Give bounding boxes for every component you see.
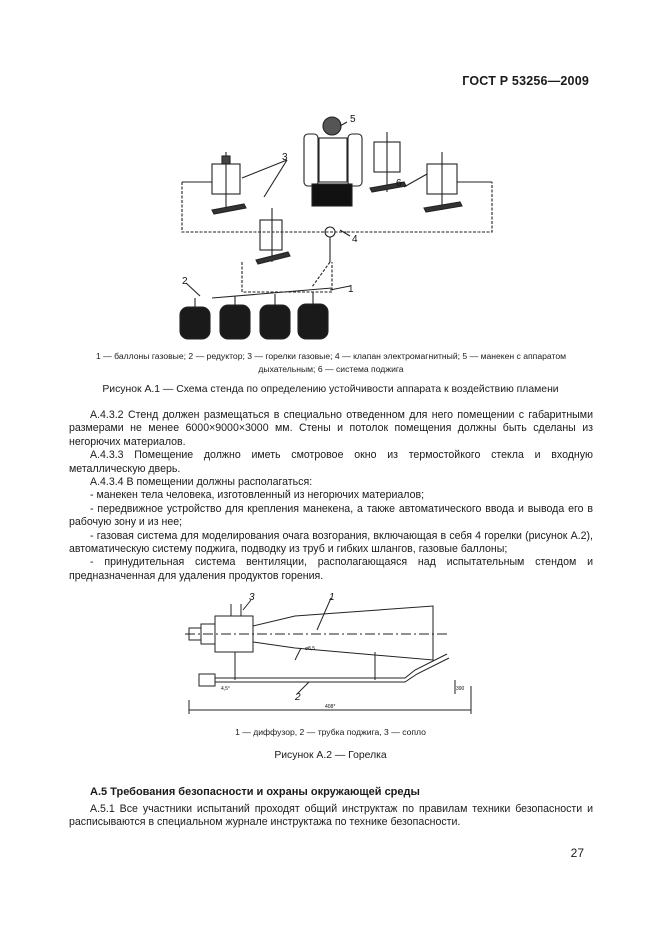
page-number: 27 — [570, 846, 584, 860]
body-text-block — [69, 409, 593, 583]
fig1-label-5: 5 — [350, 114, 356, 125]
figure-a1-stand-schematic — [172, 112, 502, 344]
figure-a1-caption: Рисунок А.1 — Схема стенда по определению устойчивости аппарата к воздействию пламени — [102, 384, 559, 395]
list-item: - передвижное устройство для крепления манекена, а также автоматического ввода и вывода его в рабочую зону и из нее; — [69, 502, 593, 529]
figure-a2-caption: Рисунок А.2 — Горелка — [274, 750, 387, 761]
fig2-label-3: 3 — [249, 592, 255, 603]
figure-a2-legend: 1 — диффузор, 2 — трубка поджига, 3 — сопло — [235, 727, 426, 737]
standard-header: ГОСТ Р 53256—2009 — [462, 74, 589, 88]
fig2-dim-angle: 4,5° — [221, 686, 230, 692]
fig1-label-3: 3 — [282, 152, 288, 163]
fig1-label-2: 2 — [182, 276, 188, 287]
list-item: - манекен тела человека, изготовленный из негорючих материалов; — [90, 489, 425, 502]
fig1-label-4: 4 — [352, 234, 358, 245]
figure-a1-legend-line2: дыхательным; 6 — система поджига — [258, 364, 404, 374]
paragraph-a51: А.5.1 Все участники испытаний проходят общий инструктаж по правилам техники безопасности и расписываются в специальном журнале инструктажа по технике безопасности. — [69, 803, 593, 829]
fig2-label-2: 2 — [295, 692, 301, 703]
body-text-block-a5 — [69, 803, 593, 830]
list-item: - газовая система для моделирования очага возгорания, включающая в себя 4 горелки (рисунок А.2), автоматическую систему поджига, подводку из труб и гибких шлангов, газовые баллоны; — [69, 529, 593, 556]
fig1-label-6: 6 — [396, 178, 402, 189]
paragraph-a432: А.4.3.2 Стенд должен размещаться в специально отведенном для него помещении с габаритными размерами не менее 6000×9000×3000 мм. Стены и потолок помещения должны быть сделаны из негорючих материалов. — [69, 409, 593, 448]
figure-a1-legend-line1: 1 — баллоны газовые; 2 — редуктор; 3 — горелки газовые; 4 — клапан электромагнитный; 5 — манекен с аппаратом — [95, 351, 567, 361]
section-heading-a5: А.5 Требования безопасности и охраны окружающей среды — [90, 786, 420, 798]
fig1-label-1: 1 — [348, 284, 354, 295]
figure-a1-legend — [84, 350, 578, 376]
fig2-dim-height: 390 — [456, 686, 465, 692]
list-item: - принудительная система вентиляции, располагающаяся над испытательным стендом и предназначенная для удаления продуктов горения. — [69, 556, 593, 582]
paragraph-a433: А.4.3.3 Помещение должно иметь смотровое окно из термостойкого стекла и входную металлическую дверь. — [69, 449, 593, 475]
paragraph-a434: А.4.3.4 В помещении должны располагаться: — [90, 476, 313, 489]
fig2-dim-length: 408* — [325, 704, 336, 710]
fig2-dim-diameter: ø8,5 — [305, 646, 316, 652]
fig2-label-1: 1 — [329, 592, 335, 603]
figure-a2-burner-drawing — [185, 590, 485, 722]
